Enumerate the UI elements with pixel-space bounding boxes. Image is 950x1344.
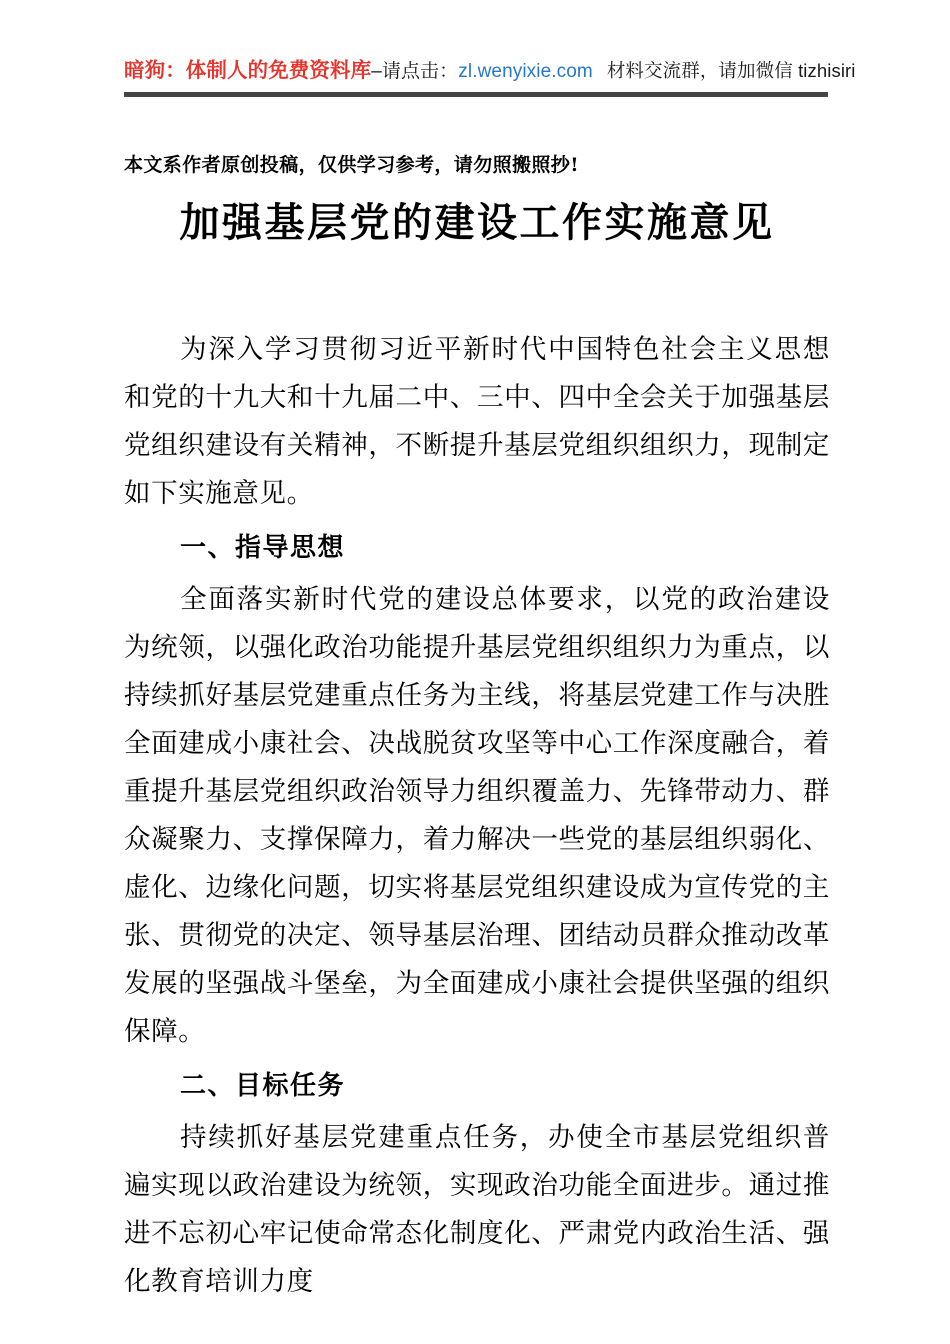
section-heading-2: 二、目标任务 xyxy=(180,1071,346,1101)
section-paragraph-2: 持续抓好基层党建重点任务，办使全市基层党组织普遍实现以政治建设为统领，实现政治功能全面进步。通过推进不忘初心牢记使命常态化制度化、严肃党内政治生活、强化教育培训力度 xyxy=(124,1122,830,1297)
header-divider-rule xyxy=(124,92,828,97)
promo-brand-text: 暗狗：体制人的免费资料库 xyxy=(124,59,372,82)
section-paragraph-1: 全面落实新时代党的建设总体要求，以党的政治建设为统领，以强化政治功能提升基层党组织组织力为重点，以持续抓好基层党建重点任务为主线，将基层党建工作与决胜全面建成小康社会、决战脱贫攻坚等中心工作深度融合，着重提升基层党组织政治领导力组织覆盖力、先锋带动力、群众凝聚力、支撑保障力，着力解决一些党的基层组织弱化、虚化、边缘化问题，切实将基层党组织建设成为宣传党的主张、贯彻党的决定、领导基层治理、团结动员群众推动改革发展的坚强战斗堡垒，为全面建成小康社会提供坚强的组织保障。 xyxy=(124,584,830,1047)
copyright-disclaimer: 本文系作者原创投稿，仅供学习参考，请勿照搬照抄! xyxy=(124,154,579,176)
title-spacer xyxy=(124,252,830,326)
promo-cta-text: –请点击： xyxy=(371,61,459,82)
promo-website-link[interactable]: zl.wenyixie.com xyxy=(458,61,593,82)
promo-wechat-text: 材料交流群，请加微信 tizhisiri xyxy=(606,60,856,81)
intro-paragraph: 为深入学习贯彻习近平新时代中国特色社会主义思想和党的十九大和十九届二中、三中、四中全会关于加强基层党组织建设有关精神，不断提升基层党组织组织力，现制定如下实施意见。 xyxy=(124,334,830,509)
page-title: 加强基层党的建设工作实施意见 xyxy=(179,199,775,246)
promo-header-line xyxy=(124,58,856,85)
section-heading-1: 一、指导思想 xyxy=(180,533,346,563)
document-body xyxy=(124,150,830,1310)
